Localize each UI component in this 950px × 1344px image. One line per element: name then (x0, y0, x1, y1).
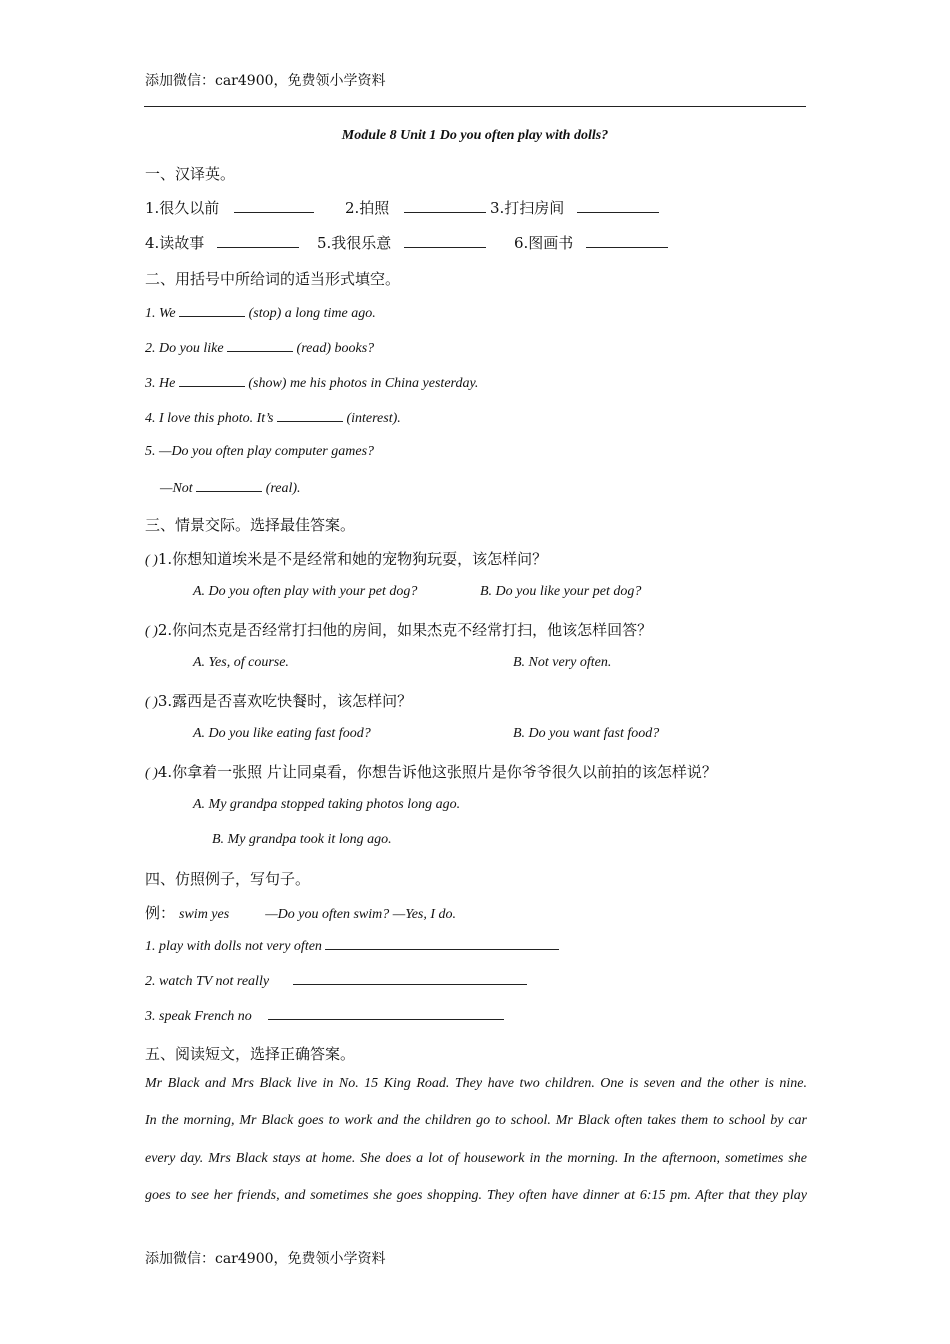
s2-question-5: 5. —Do you often play computer games? (145, 444, 375, 459)
answer-blank[interactable] (179, 374, 245, 387)
section5-heading: 五、阅读短文，选择正确答案。 (145, 1045, 356, 1063)
answer-blank[interactable] (404, 200, 486, 213)
s1-item-3: 3.打扫房间 (490, 197, 659, 218)
header-rule (144, 106, 806, 107)
reading-line-1: Mr Black and Mrs Black live in No. 15 King Road. They have two children. One is seven and the other is nine. (145, 1076, 807, 1091)
s4-question-1: 1. play with dolls not very often (145, 937, 559, 955)
s1-item-2: 2.拍照 (345, 197, 486, 218)
answer-blank[interactable] (217, 235, 299, 248)
reading-line-3: every day. Mrs Black stays at home. She does a lot of housework in the morning. In the afternoon, sometimes she (145, 1151, 807, 1166)
s4-question-2: 2. watch TV not really (145, 972, 527, 990)
s1-item-1: 1.很久以前 (145, 197, 314, 218)
answer-paren[interactable]: ( ) (145, 624, 158, 639)
s3-question-3: ( )3.露西是否喜欢吃快餐时，该怎样问？ (145, 692, 413, 710)
s4-question-3: 3. speak French no (145, 1007, 504, 1025)
answer-blank[interactable] (586, 235, 668, 248)
s4-example: 例： swim yes —Do you often swim? —Yes, I do. (145, 904, 457, 922)
header-note: 添加微信：car4900，免费领小学资料 (145, 73, 386, 89)
s3-q3-option-a[interactable]: A. Do you like eating fast food? (193, 726, 371, 741)
answer-blank[interactable] (179, 304, 245, 317)
s3-q1-option-b[interactable]: B. Do you like your pet dog? (480, 584, 642, 599)
answer-blank[interactable] (277, 409, 343, 422)
s1-item-5: 5.我很乐意 (317, 232, 486, 253)
answer-blank[interactable] (234, 200, 314, 213)
s2-question-2: 2. Do you like (read) books? (145, 341, 375, 356)
answer-blank[interactable] (577, 200, 659, 213)
answer-line[interactable] (325, 937, 559, 950)
s2-question-3: 3. He (show) me his photos in China yesterday. (145, 376, 479, 391)
s2-question-5-answer: —Not (real). (160, 481, 301, 496)
answer-paren[interactable]: ( ) (145, 553, 158, 568)
reading-line-2: In the morning, Mr Black goes to work and the children go to school. Mr Black often takes them to school by car (145, 1113, 807, 1128)
answer-blank[interactable] (404, 235, 486, 248)
reading-line-4: goes to see her friends, and sometimes she goes shopping. They often have dinner at 6:15 pm. After that they play (145, 1188, 807, 1203)
section1-heading: 一、汉译英。 (145, 165, 236, 183)
answer-blank[interactable] (196, 479, 262, 492)
s3-question-1: ( )1.你想知道埃米是不是经常和她的宠物狗玩耍，该怎样问？ (145, 550, 548, 568)
section2-heading: 二、用括号中所给词的适当形式填空。 (145, 270, 401, 288)
s3-q1-option-a[interactable]: A. Do you often play with your pet dog? (193, 584, 418, 599)
s3-question-2: ( )2.你问杰克是否经常打扫他的房间，如果杰克不经常打扫，他该怎样回答？ (145, 621, 653, 639)
section4-heading: 四、仿照例子，写句子。 (145, 870, 311, 888)
answer-paren[interactable]: ( ) (145, 766, 158, 781)
s3-q4-option-a[interactable]: A. My grandpa stopped taking photos long ago. (193, 797, 461, 812)
answer-line[interactable] (293, 972, 527, 985)
section3-heading: 三、情景交际。选择最佳答案。 (145, 516, 356, 534)
s2-question-1: 1. We (stop) a long time ago. (145, 306, 376, 321)
s3-q4-option-b[interactable]: B. My grandpa took it long ago. (212, 832, 392, 847)
footer-note: 添加微信：car4900，免费领小学资料 (145, 1251, 386, 1267)
s1-item-4: 4.读故事 (145, 232, 299, 253)
answer-blank[interactable] (227, 339, 293, 352)
s2-question-4: 4. I love this photo. It’s (interest). (145, 411, 401, 426)
s1-item-6: 6.图画书 (514, 232, 668, 253)
page-title: Module 8 Unit 1 Do you often play with dolls? (341, 128, 609, 143)
answer-line[interactable] (268, 1007, 504, 1020)
s3-q2-option-a[interactable]: A. Yes, of course. (193, 655, 289, 670)
s3-q3-option-b[interactable]: B. Do you want fast food? (513, 726, 660, 741)
s3-q2-option-b[interactable]: B. Not very often. (513, 655, 612, 670)
s3-question-4: ( )4.你拿着一张照 片让同桌看，你想告诉他这张照片是你爷爷很久以前拍的该怎样说？ (145, 763, 717, 781)
answer-paren[interactable]: ( ) (145, 695, 158, 710)
